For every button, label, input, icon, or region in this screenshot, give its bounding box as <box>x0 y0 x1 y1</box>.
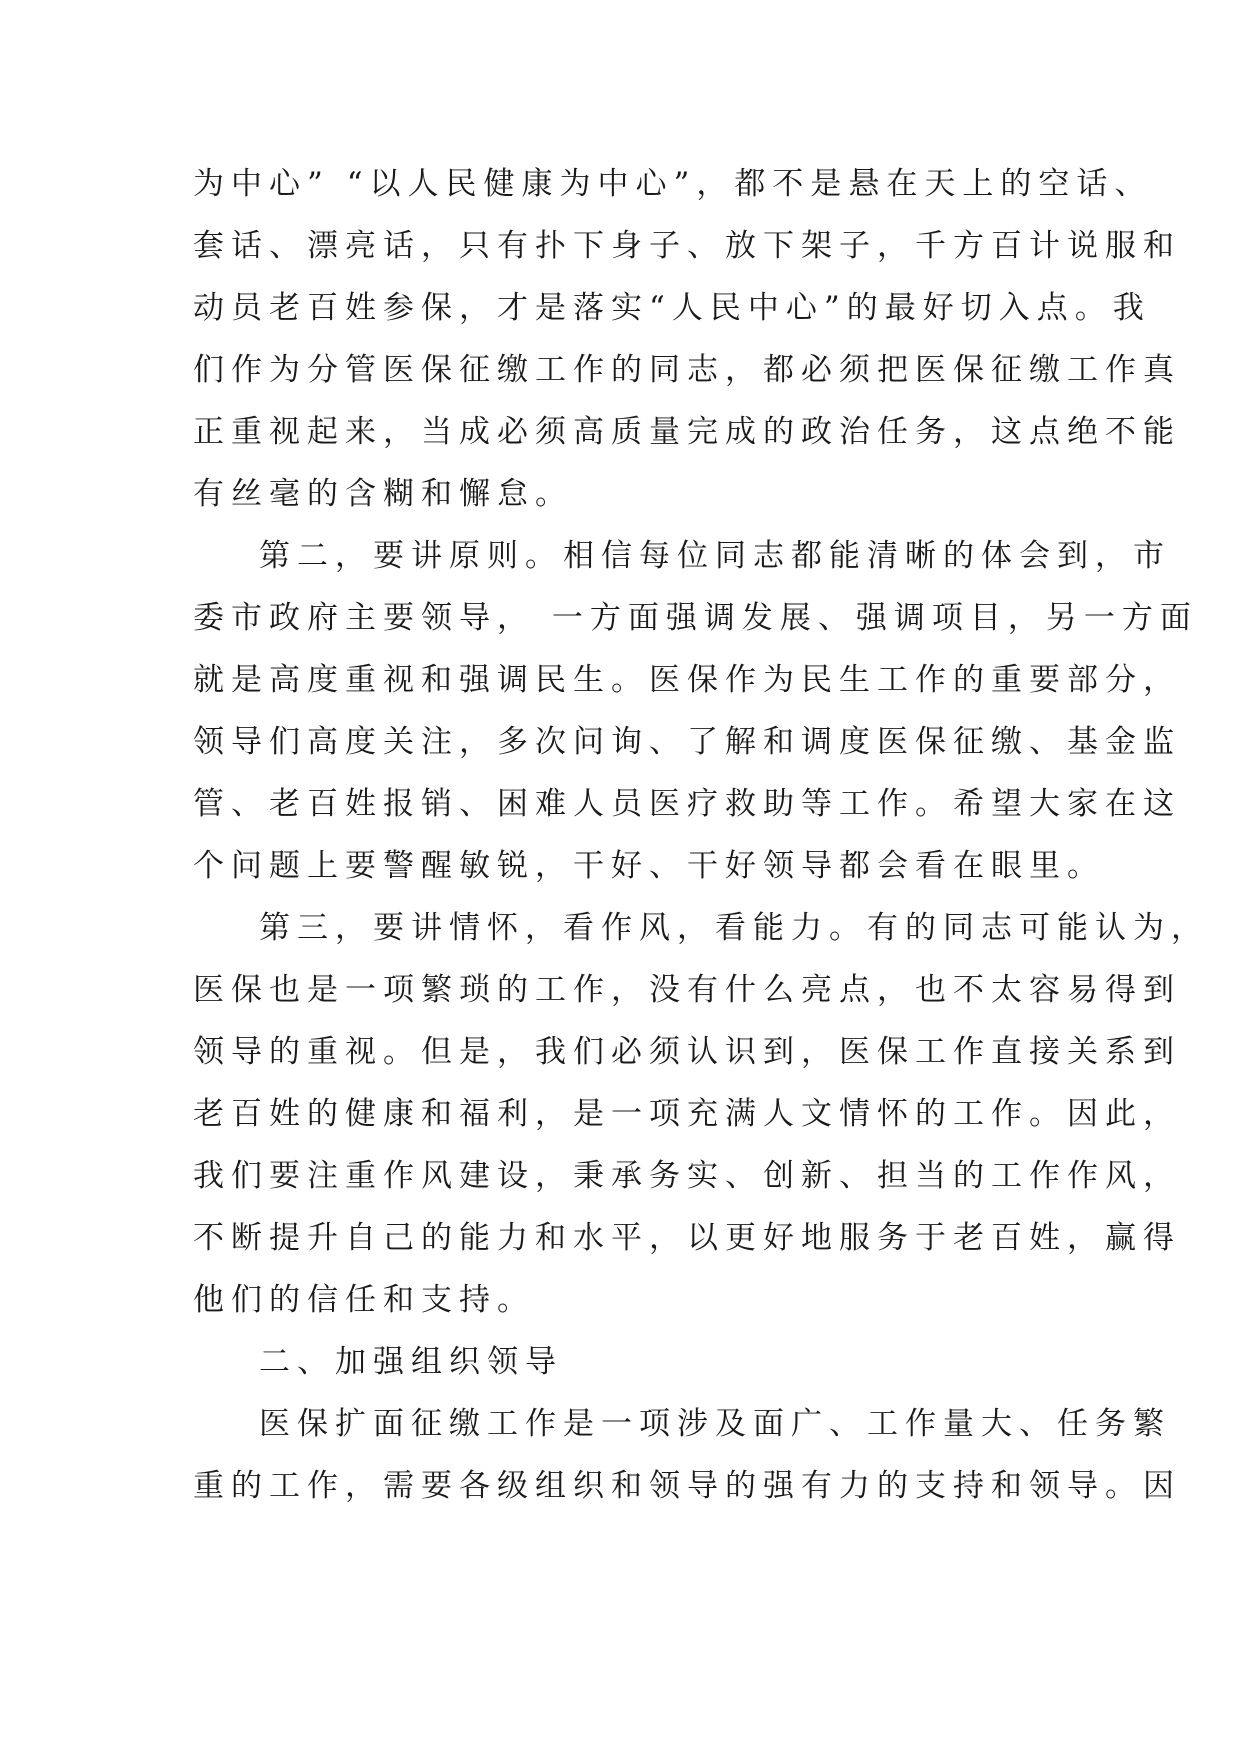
text-line: 第二，要讲原则。相信每位同志都能清晰的体会到，市 <box>259 538 1171 574</box>
text-line: 二、加强组织领导 <box>259 1344 563 1380</box>
text-line: 不断提升自己的能力和水平，以更好地服务于老百姓，赢得 <box>193 1220 1181 1256</box>
text-line: 正重视起来，当成必须高质量完成的政治任务，这点绝不能 <box>193 414 1181 450</box>
text-line: 医保也是一项繁琐的工作，没有什么亮点，也不太容易得到 <box>193 972 1181 1008</box>
text-line: 们作为分管医保征缴工作的同志，都必须把医保征缴工作真 <box>193 352 1181 388</box>
text-line: 我们要注重作风建设，秉承务实、创新、担当的工作作风， <box>193 1158 1181 1194</box>
text-line: 老百姓的健康和福利，是一项充满人文情怀的工作。因此， <box>193 1096 1181 1132</box>
text-line: 医保扩面征缴工作是一项涉及面广、工作量大、任务繁 <box>259 1406 1171 1442</box>
text-line: 管、老百姓报销、困难人员医疗救助等工作。希望大家在这 <box>193 786 1181 822</box>
text-line: 为中心” “以人民健康为中心”，都不是悬在天上的空话、 <box>193 166 1153 202</box>
text-line: 有丝毫的含糊和懈怠。 <box>193 476 573 512</box>
text-line: 套话、漂亮话，只有扑下身子、放下架子，千方百计说服和 <box>193 228 1181 264</box>
text-line: 他们的信任和支持。 <box>193 1282 535 1318</box>
text-line: 动员老百姓参保，才是落实“人民中心”的最好切入点。我 <box>193 290 1151 326</box>
text-line: 重的工作，需要各级组织和领导的强有力的支持和领导。因 <box>193 1468 1181 1504</box>
text-line: 领导的重视。但是，我们必须认识到，医保工作直接关系到 <box>193 1034 1181 1070</box>
document-body <box>193 153 1209 1517</box>
text-line: 个问题上要警醒敏锐，干好、干好领导都会看在眼里。 <box>193 848 1105 884</box>
text-line: 第三，要讲情怀，看作风，看能力。有的同志可能认为， <box>259 910 1209 946</box>
text-line: 就是高度重视和强调民生。医保作为民生工作的重要部分， <box>193 662 1181 698</box>
text-line: 领导们高度关注，多次问询、了解和调度医保征缴、基金监 <box>193 724 1181 760</box>
text-line: 委市政府主要领导， 一方面强调发展、强调项目，另一方面 <box>193 600 1198 636</box>
